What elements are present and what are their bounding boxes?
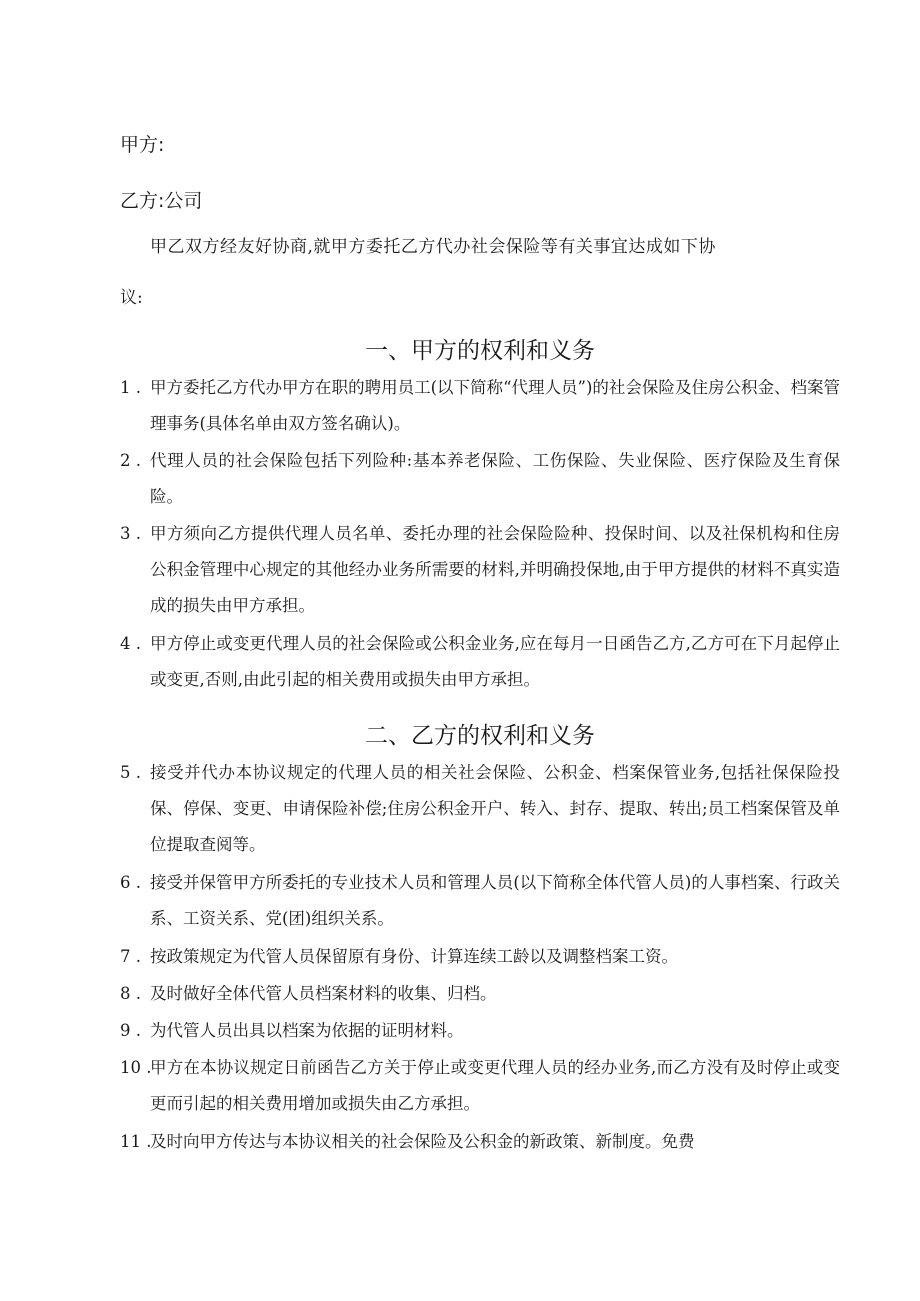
clause-number: 11 .	[120, 1132, 152, 1151]
clause-text: 为代管人员出具以档案为依据的证明材料。	[150, 1021, 464, 1040]
clause-number: 2 .	[120, 451, 141, 470]
clause-number: 4 .	[120, 634, 141, 653]
clause-5	[120, 755, 840, 863]
clause-4	[120, 626, 840, 698]
clause-2	[120, 443, 840, 515]
party-b-label: 乙方:公司	[120, 190, 203, 212]
clause-number: 9 .	[120, 1021, 141, 1040]
clause-7	[120, 939, 840, 975]
clause-text: 接受并保管甲方所委托的专业技术人员和管理人员(以下简称全体代管人员)的人事档案、行政关系、工资关系、党(团)组织关系。	[150, 873, 840, 928]
intro-line-1: 甲乙双方经友好协商,就甲方委托乙方代办社会保险等有关事宜达成如下协	[150, 237, 716, 257]
clause-text: 甲方委托乙方代办甲方在职的聘用员工(以下简称“代理人员”)的社会保险及住房公积金、档案管理事务(具体名单由双方签名确认)。	[150, 378, 840, 433]
section-title-party-a: 一、甲方的权利和义务	[365, 338, 595, 364]
clause-11	[120, 1124, 840, 1160]
clause-text: 甲方停止或变更代理人员的社会保险或公积金业务,应在每月一日函告乙方,乙方可在下月起停止或变更,否则,由此引起的相关费用或损失由甲方承担。	[150, 634, 840, 689]
clause-number: 6 .	[120, 873, 141, 892]
clause-1	[120, 370, 840, 442]
clause-number: 10 .	[120, 1058, 152, 1077]
clause-number: 1 .	[120, 378, 141, 397]
clause-9	[120, 1013, 840, 1049]
clause-number: 5 .	[120, 763, 141, 782]
clause-text: 及时向甲方传达与本协议相关的社会保险及公积金的新政策、新制度。免费	[150, 1132, 695, 1151]
clause-text: 甲方在本协议规定日前函告乙方关于停止或变更代理人员的经办业务,而乙方没有及时停止或变更而引起的相关费用增加或损失由乙方承担。	[150, 1058, 840, 1113]
clause-text: 代理人员的社会保险包括下列险种:基本养老保险、工伤保险、失业保险、医疗保险及生育保险。	[150, 451, 840, 506]
intro-line-2: 议:	[120, 288, 143, 308]
section-title-party-b: 二、乙方的权利和义务	[365, 723, 595, 749]
clause-text: 及时做好全体代管人员档案材料的收集、归档。	[150, 984, 497, 1003]
clause-number: 8 .	[120, 984, 141, 1003]
clause-6	[120, 865, 840, 937]
clause-text: 接受并代办本协议规定的代理人员的相关社会保险、公积金、档案保管业务,包括社保保险投保、停保、变更、申请保险补偿;住房公积金开户、转入、封存、提取、转出;员工档案保管及单位提取查阅等。	[150, 763, 840, 854]
clause-number: 7 .	[120, 947, 141, 966]
party-a-label: 甲方:	[120, 134, 165, 156]
clause-number: 3 .	[120, 524, 141, 543]
clause-3	[120, 516, 840, 624]
clause-text: 甲方须向乙方提供代理人员名单、委托办理的社会保险险种、投保时间、以及社保机构和住房公积金管理中心规定的其他经办业务所需要的材料,并明确投保地,由于甲方提供的材料不真实造成的损失由甲方承担。	[150, 524, 840, 615]
clause-text: 按政策规定为代管人员保留原有身份、计算连续工龄以及调整档案工资。	[150, 947, 678, 966]
clause-8	[120, 976, 840, 1012]
clause-10	[120, 1050, 840, 1122]
